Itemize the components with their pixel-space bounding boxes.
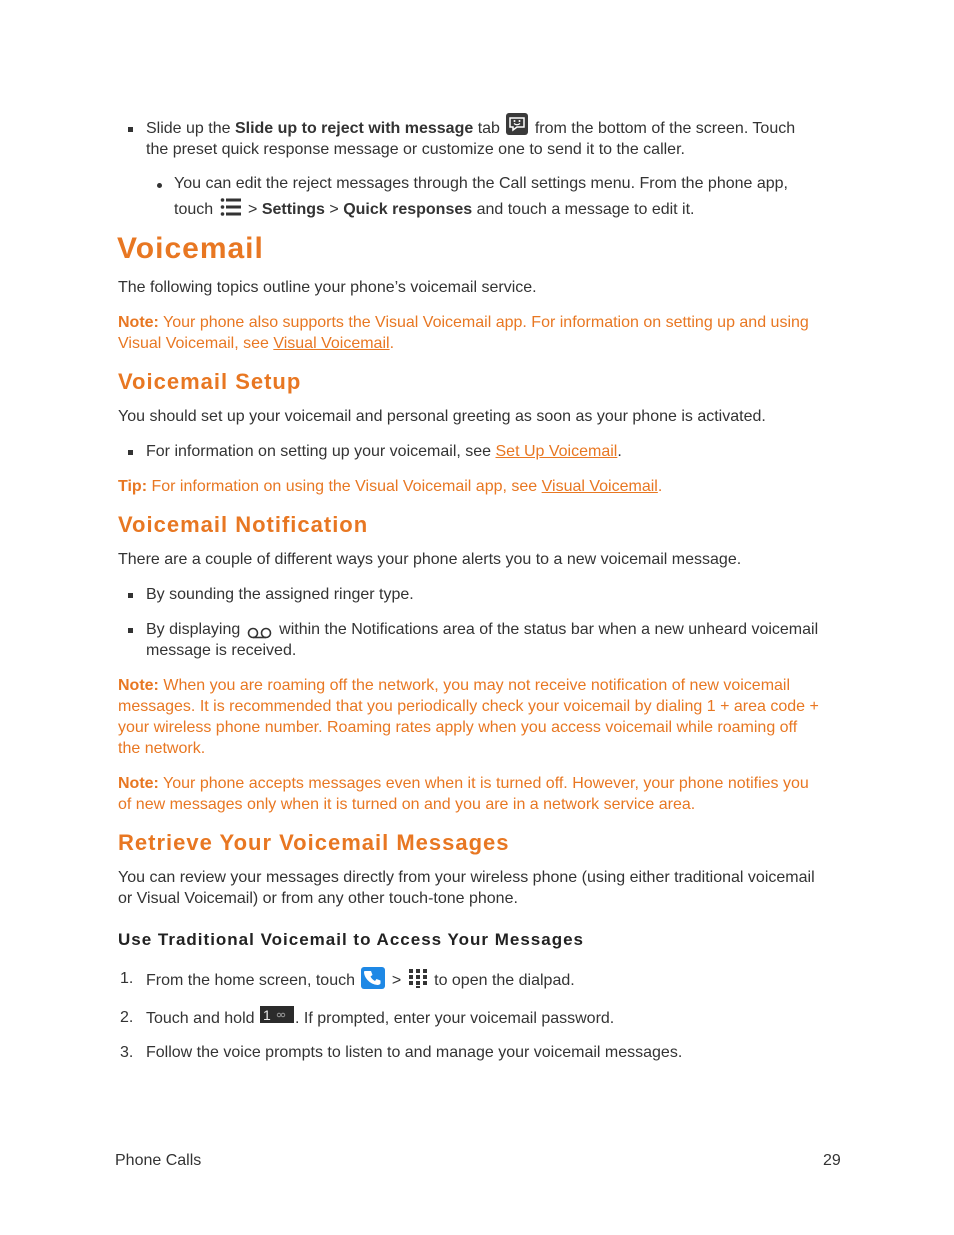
reject-edit-line-1: You can edit the reject messages through the Call settings menu. From the phone app, — [174, 175, 788, 192]
text: > — [387, 972, 406, 990]
roaming-note-line-4: the network. — [118, 740, 206, 757]
notification-intro: There are a couple of different ways your phone alerts you to a new voicemail message. — [118, 551, 742, 568]
text: to open the dialpad. — [429, 972, 575, 990]
text: from the bottom of the screen. Touch — [530, 120, 796, 138]
roaming-note-line-3: your wireless phone number. Roaming rates apply when you access voicemail while roaming off — [118, 719, 798, 736]
text: From the home screen, touch — [146, 972, 360, 990]
text: > — [243, 201, 262, 218]
text: For information on setting up your voicemail, see — [146, 443, 496, 460]
voicemail-setup-heading: Voicemail Setup — [118, 369, 302, 394]
text: > — [324, 201, 344, 218]
off-note-line-1 — [118, 773, 809, 794]
voicemail-key-1-icon — [260, 1006, 294, 1023]
setup-tip — [118, 476, 662, 497]
bullet-marker — [128, 127, 133, 132]
retrieve-heading: Retrieve Your Voicemail Messages — [118, 830, 510, 855]
dialpad-icon — [408, 968, 428, 988]
menu-icon — [220, 197, 242, 217]
text: Slide up the — [146, 120, 235, 138]
svg-text:1: 1 — [262, 1007, 271, 1024]
visual-voicemail-link[interactable]: Visual Voicemail — [541, 478, 658, 495]
retrieve-intro-line-1: You can review your messages directly from your wireless phone (using either traditional voicemail — [118, 869, 815, 886]
setup-intro: You should set up your voicemail and personal greeting as soon as your phone is activated. — [118, 408, 766, 425]
text: Touch and hold — [146, 1010, 259, 1027]
text: . — [617, 443, 622, 460]
reject-edit-line-2 — [174, 199, 695, 220]
step-number: 1. — [120, 970, 134, 987]
bullet-marker — [128, 593, 133, 598]
text: within the Notifications area of the status bar when a new unheard voicemail — [274, 621, 819, 638]
text: Visual Voicemail, see — [118, 335, 274, 352]
reject-message-line-1 — [146, 118, 795, 140]
text: . If prompted, enter your voicemail password. — [294, 1010, 615, 1027]
step-3: Follow the voice prompts to listen to and manage your voicemail messages. — [146, 1044, 683, 1061]
reject-message-line-2: the preset quick response message or customize one to send it to the caller. — [146, 141, 685, 158]
setup-bullet — [146, 441, 622, 462]
text: For information on using the Visual Voicemail app, see — [147, 478, 542, 495]
note-label: Note: — [118, 677, 159, 694]
bullet-marker — [128, 450, 133, 455]
visual-voicemail-link[interactable]: Visual Voicemail — [273, 335, 390, 352]
retrieve-intro-line-2: or Visual Voicemail) or from any other touch-tone phone. — [118, 890, 518, 907]
step-1 — [146, 970, 575, 992]
bold-term: Slide up to reject with message — [234, 120, 474, 138]
bullet-marker — [157, 183, 162, 188]
chat-smile-icon — [506, 113, 528, 135]
notification-bullet-2-line-2: message is received. — [146, 642, 297, 659]
traditional-voicemail-subheading: Use Traditional Voicemail to Access Your Messages — [118, 930, 584, 949]
set-up-voicemail-link[interactable]: Set Up Voicemail — [495, 443, 618, 460]
voicemail-notification-heading: Voicemail Notification — [118, 512, 369, 537]
bullet-marker — [128, 628, 133, 633]
voicemail-icon — [247, 624, 273, 636]
note-label: Note: — [118, 775, 159, 792]
step-number: 2. — [120, 1009, 134, 1026]
text: When you are roaming off the network, you may not receive notification of new voicemail — [158, 677, 791, 694]
voicemail-heading: Voicemail — [117, 232, 264, 265]
off-note-line-2: of new messages only when it is turned on and you are in a network service area. — [118, 796, 696, 813]
notification-bullet-1: By sounding the assigned ringer type. — [146, 586, 414, 603]
step-number: 3. — [120, 1044, 134, 1061]
note-label: Note: — [118, 314, 159, 331]
visual-voicemail-note-line-2 — [118, 333, 394, 354]
text: . — [389, 335, 395, 352]
text: By displaying — [146, 621, 245, 638]
text: touch — [174, 201, 218, 218]
text: Your phone accepts messages even when it is turned off. However, your phone notifies you — [158, 775, 809, 792]
text: and touch a message to edit it. — [472, 201, 695, 218]
tip-label: Tip: — [118, 478, 148, 495]
visual-voicemail-note-line-1 — [118, 312, 809, 333]
notification-bullet-2-line-1 — [146, 619, 818, 640]
voicemail-intro: The following topics outline your phone’s voicemail service. — [118, 279, 537, 296]
step-2 — [146, 1008, 614, 1029]
bold-term: Settings — [261, 201, 325, 218]
footer-section: Phone Calls — [115, 1152, 202, 1169]
phone-icon — [361, 967, 385, 989]
text: Your phone also supports the Visual Voicemail app. For information on setting up and using — [158, 314, 809, 331]
roaming-note-line-1 — [118, 675, 790, 696]
text: tab — [473, 120, 505, 138]
bold-term: Quick responses — [343, 201, 473, 218]
page-number: 29 — [823, 1152, 841, 1169]
text: . — [657, 478, 663, 495]
roaming-note-line-2: messages. It is recommended that you periodically check your voicemail by dialing 1 + area code + — [118, 698, 819, 715]
